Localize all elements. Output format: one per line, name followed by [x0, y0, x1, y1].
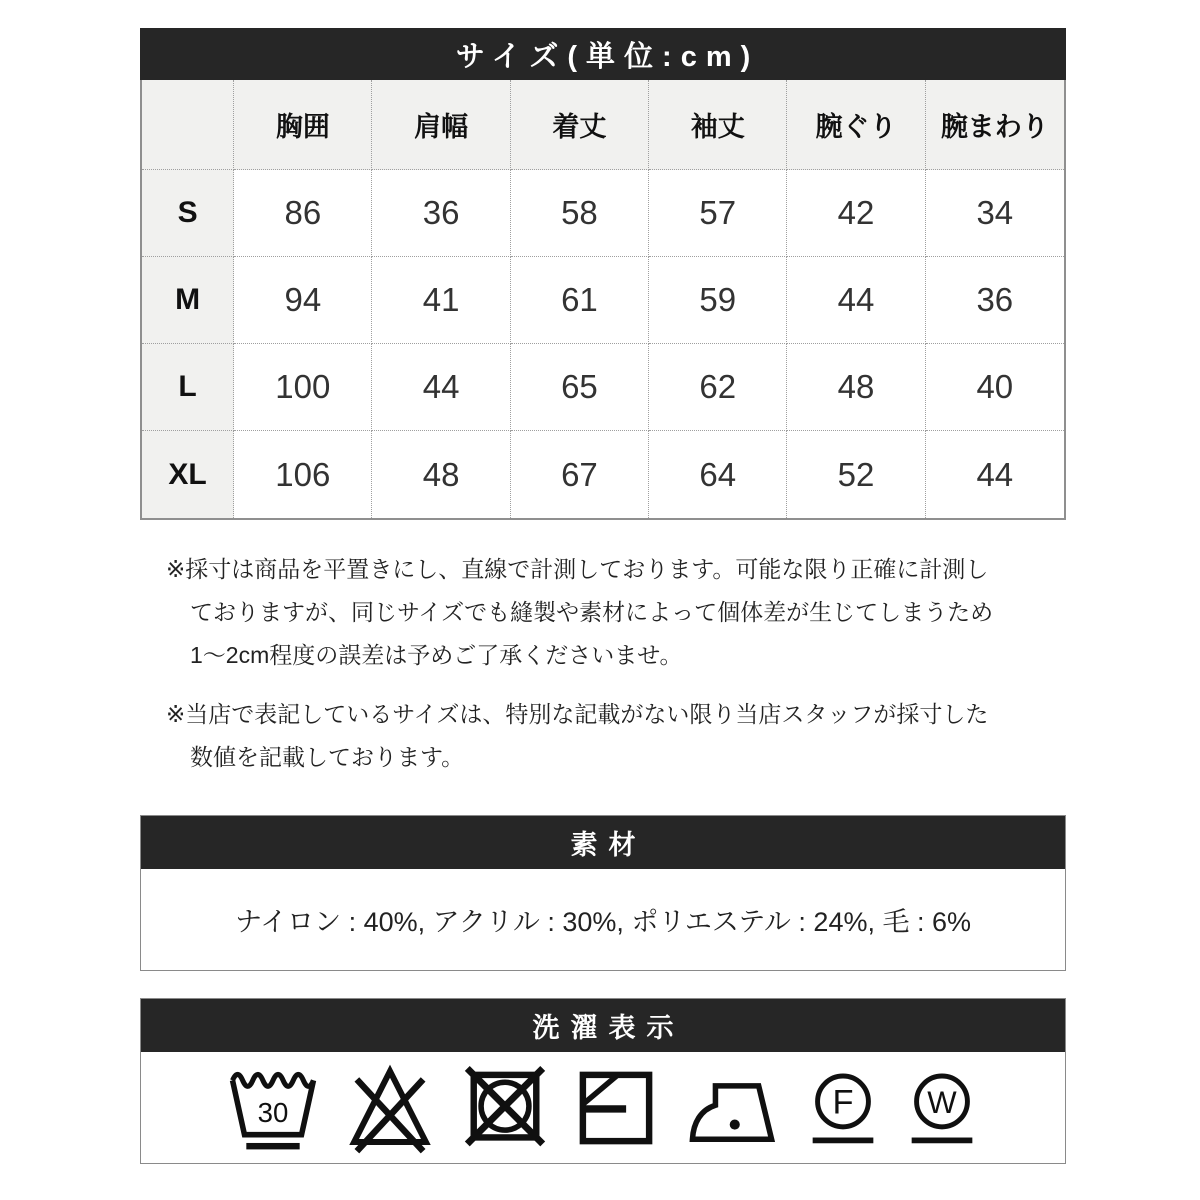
- svg-text:W: W: [927, 1084, 957, 1120]
- size-value: 64: [649, 431, 787, 518]
- column-header-length: 着丈: [511, 80, 649, 170]
- dry-flat-in-shade-icon: [570, 1062, 662, 1154]
- laundry-care-section: [140, 998, 1066, 1164]
- size-value: 59: [649, 257, 787, 344]
- size-value: 42: [787, 170, 925, 257]
- size-value: 40: [926, 344, 1064, 431]
- size-table: [140, 28, 1066, 520]
- note-line: ※採寸は商品を平置きにし、直線で計測しております。可能な限り正確に計測し: [166, 556, 989, 582]
- size-value: 44: [787, 257, 925, 344]
- measurement-note: [166, 548, 1071, 677]
- size-value: 44: [926, 431, 1064, 518]
- size-value: 36: [372, 170, 510, 257]
- size-value: 106: [234, 431, 372, 518]
- care-icon-row: [141, 1052, 1065, 1162]
- note-line: 1〜2cm程度の誤差は予めご了承くださいませ。: [190, 642, 683, 668]
- dry-clean-f-icon: [802, 1062, 884, 1154]
- note-line: ※当店で表記しているサイズは、特別な記載がない限り当店スタッフが採寸した: [166, 701, 989, 727]
- iron-low-icon: [679, 1062, 785, 1154]
- size-value: 52: [787, 431, 925, 518]
- laundry-care-title: 洗濯表示: [141, 999, 1065, 1052]
- material-title: 素材: [141, 816, 1065, 869]
- row-label-xl: XL: [142, 431, 234, 518]
- column-header-sleeve: 袖丈: [649, 80, 787, 170]
- size-value: 62: [649, 344, 787, 431]
- size-value: 48: [372, 431, 510, 518]
- corner-cell: [142, 80, 234, 170]
- size-table-grid: [140, 80, 1066, 520]
- size-value: 41: [372, 257, 510, 344]
- note-line: ておりますが、同じサイズでも縫製や素材によって個体差が生じてしまうため: [190, 599, 994, 625]
- column-header-shoulder: 肩幅: [372, 80, 510, 170]
- size-value: 61: [511, 257, 649, 344]
- column-header-armhole: 腕ぐり: [787, 80, 925, 170]
- do-not-tumble-dry-icon: [457, 1062, 553, 1154]
- size-value: 58: [511, 170, 649, 257]
- size-table-title: サイズ(単位:cm): [140, 28, 1066, 80]
- size-value: 67: [511, 431, 649, 518]
- column-header-chest: 胸囲: [234, 80, 372, 170]
- row-label-m: M: [142, 257, 234, 344]
- svg-text:30: 30: [257, 1096, 289, 1128]
- row-label-s: S: [142, 170, 234, 257]
- size-value: 34: [926, 170, 1064, 257]
- sizing-note: [166, 693, 1071, 779]
- note-line: 数値を記載しております。: [190, 744, 465, 770]
- size-value: 48: [787, 344, 925, 431]
- size-value: 94: [234, 257, 372, 344]
- wash-30-icon: [223, 1062, 323, 1154]
- material-composition: ナイロン : 40%, アクリル : 30%, ポリエステル : 24%, 毛 : 6%: [234, 907, 972, 937]
- size-value: 36: [926, 257, 1064, 344]
- size-value: 100: [234, 344, 372, 431]
- do-not-bleach-icon: [340, 1062, 440, 1154]
- size-value: 65: [511, 344, 649, 431]
- material-section: [140, 815, 1066, 971]
- wet-clean-w-icon: [901, 1062, 983, 1154]
- size-value: 57: [649, 170, 787, 257]
- svg-text:F: F: [832, 1083, 854, 1122]
- size-value: 44: [372, 344, 510, 431]
- column-header-arm-circumference: 腕まわり: [926, 80, 1064, 170]
- size-value: 86: [234, 170, 372, 257]
- row-label-l: L: [142, 344, 234, 431]
